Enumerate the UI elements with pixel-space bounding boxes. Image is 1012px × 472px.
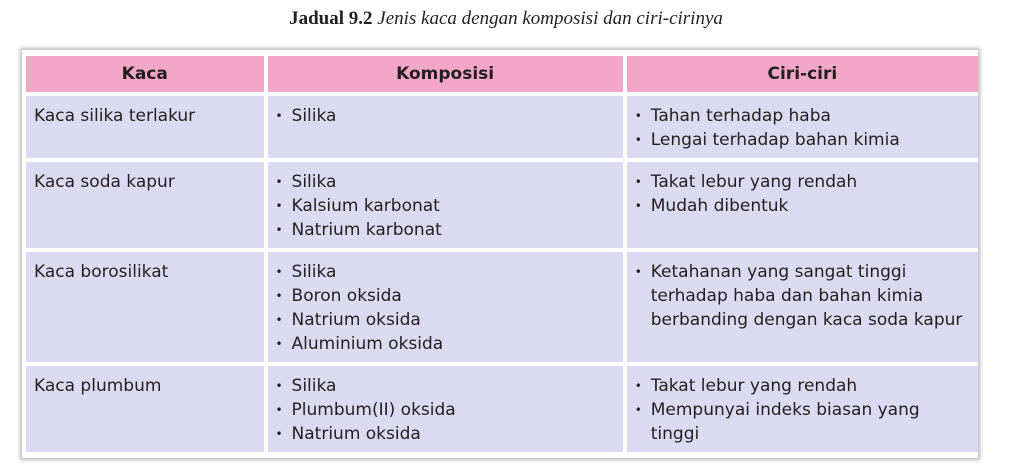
- ciri-list: [635, 260, 970, 332]
- cell-komposisi: [268, 252, 623, 362]
- komposisi-list: [276, 170, 615, 242]
- header-ciri: Ciri-ciri: [627, 56, 978, 92]
- list-item: • Natrium oksida: [276, 422, 615, 446]
- list-item: • Silika: [276, 374, 615, 398]
- glass-table: [22, 52, 982, 456]
- table-caption: [0, 8, 1012, 30]
- table-row: [26, 366, 978, 452]
- table-row: [26, 96, 978, 158]
- list-item: • Natrium karbonat: [276, 218, 615, 242]
- cell-ciri: [627, 162, 978, 248]
- komposisi-list: [276, 104, 615, 128]
- list-item: • Mempunyai indeks biasan yang tinggi: [635, 398, 970, 446]
- cell-komposisi: [268, 366, 623, 452]
- list-item: • Lengai terhadap bahan kimia: [635, 128, 970, 152]
- header-row: [26, 56, 978, 92]
- list-item: • Boron oksida: [276, 284, 615, 308]
- komposisi-list: [276, 260, 615, 356]
- list-item: • Plumbum(II) oksida: [276, 398, 615, 422]
- caption-number: Jadual 9.2: [289, 8, 373, 29]
- cell-ciri: [627, 252, 978, 362]
- ciri-list: [635, 170, 970, 218]
- list-item: • Aluminium oksida: [276, 332, 615, 356]
- table-row: [26, 162, 978, 248]
- cell-ciri: [627, 96, 978, 158]
- list-item: • Natrium oksida: [276, 308, 615, 332]
- list-item: • Kalsium karbonat: [276, 194, 615, 218]
- list-item: • Silika: [276, 260, 615, 284]
- list-item: • Tahan terhadap haba: [635, 104, 970, 128]
- list-item: • Takat lebur yang rendah: [635, 374, 970, 398]
- list-item: • Silika: [276, 170, 615, 194]
- caption-title: Jenis kaca dengan komposisi dan ciri-cirinya: [377, 8, 723, 29]
- komposisi-list: [276, 374, 615, 446]
- cell-komposisi: [268, 162, 623, 248]
- cell-ciri: [627, 366, 978, 452]
- ciri-list: [635, 104, 970, 152]
- list-item: • Takat lebur yang rendah: [635, 170, 970, 194]
- cell-kaca: Kaca plumbum: [26, 366, 264, 452]
- list-item: • Silika: [276, 104, 615, 128]
- cell-kaca: Kaca silika terlakur: [26, 96, 264, 158]
- list-item: • Ketahanan yang sangat tinggi terhadap haba dan bahan kimia berbanding dengan kaca soda kapur: [635, 260, 970, 332]
- ciri-list: [635, 374, 970, 446]
- header-komposisi: Komposisi: [268, 56, 623, 92]
- table-frame: [22, 50, 978, 458]
- header-kaca: Kaca: [26, 56, 264, 92]
- table-row: [26, 252, 978, 362]
- cell-kaca: Kaca borosilikat: [26, 252, 264, 362]
- cell-kaca: Kaca soda kapur: [26, 162, 264, 248]
- list-item: • Mudah dibentuk: [635, 194, 970, 218]
- cell-komposisi: [268, 96, 623, 158]
